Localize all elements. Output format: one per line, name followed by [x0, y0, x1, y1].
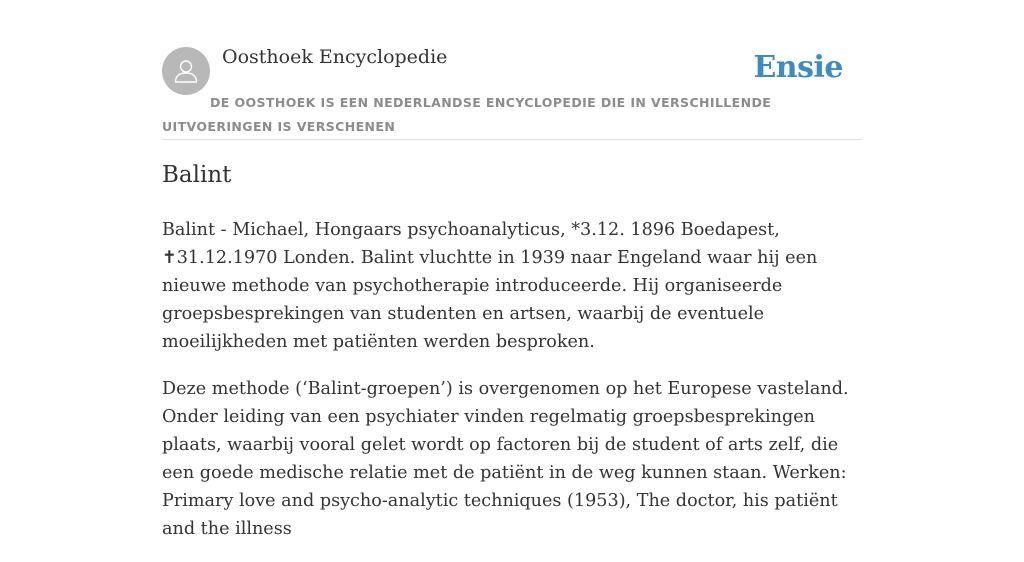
article-body	[162, 216, 862, 562]
user-icon	[171, 56, 201, 86]
site-name-link[interactable]: Oosthoek Encyclopedie	[222, 46, 448, 68]
article-paragraph: Balint - Michael, Hongaars psychoanalyticus, *3.12. 1896 Boedapest, ✝31.12.1970 Londen. Balint vluchtte in 1939 naar Engeland waar hij een nieuwe methode van psychotherapie introduceerde. Hij organiseerde groepsbesprekingen van studenten en artsen, waarbij de eventuele moeilijkheden met patiënten werden besproken.	[162, 220, 818, 352]
article-paragraph: Deze methode (‘Balint-groepen’) is overgenomen op het Europese vasteland. Onder leiding van een psychiater vinden regelmatig groepsbesprekingen plaats, waarbij vooral gelet wordt op factoren bij de student of arts zelf, die een goede medische relatie met de patiënt in de weg kunnen staan. Werken: Primary love and psycho-analytic techniques (1953), The doctor, his patiënt and the illness	[162, 379, 849, 539]
site-tagline: DE OOSTHOEK IS EEN NEDERLANDSE ENCYCLOPEDIE DIE IN VERSCHILLENDE UITVOERINGEN IS VERSCHENEN	[162, 95, 772, 134]
brand-logo[interactable]: Ensie	[753, 50, 843, 85]
author-avatar[interactable]	[162, 47, 210, 95]
article-title: Balint	[162, 162, 232, 188]
site-header	[162, 0, 862, 140]
page-container	[162, 0, 862, 539]
